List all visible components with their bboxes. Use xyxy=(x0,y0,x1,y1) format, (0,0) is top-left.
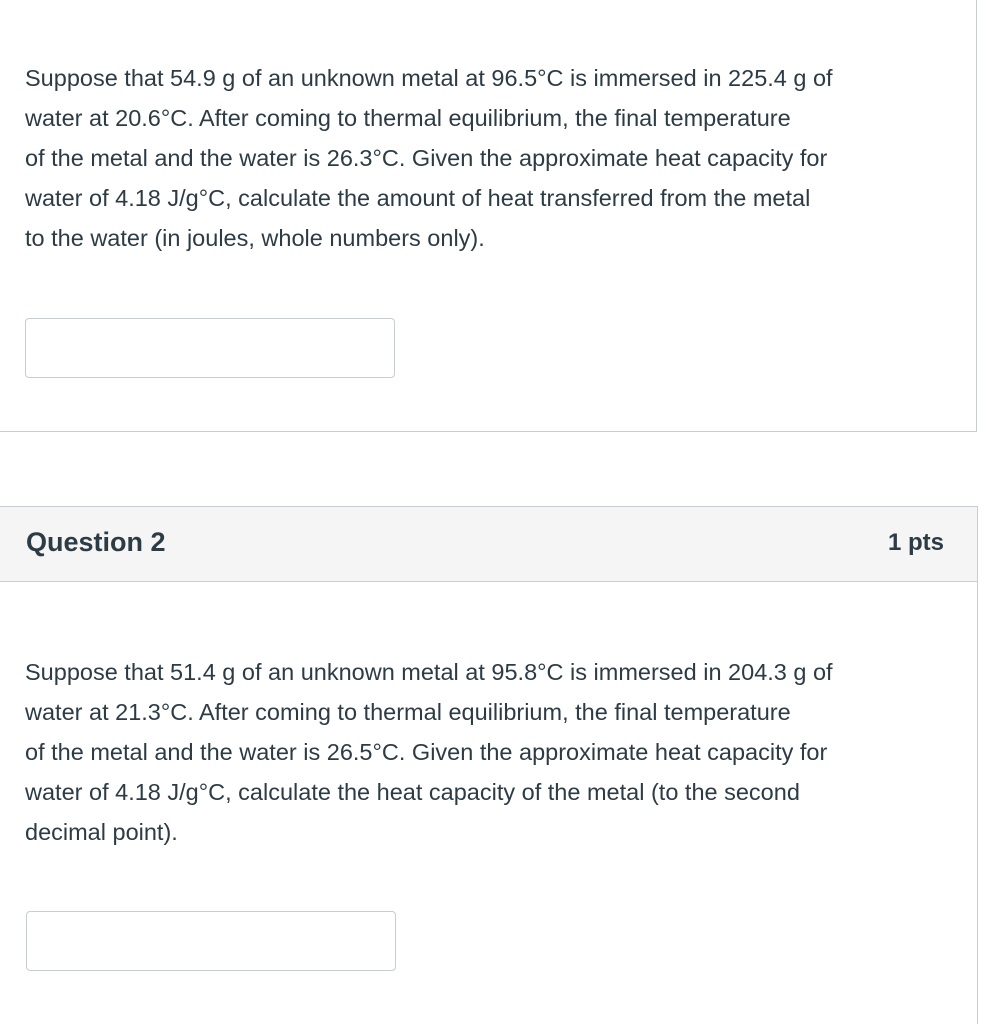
question-2-title: Question 2 xyxy=(26,527,166,557)
question-2-points: 1 pts xyxy=(887,529,944,556)
question-2-text: Suppose that 51.4 g of an unknown metal at 95.8°C is immersed in 204.3 g of water at 21.3°C. After coming to thermal equilibrium, the final temperature of the metal and the water is 26.5°C. Given the approximate heat capacity for water of 4.18 J/g°C, calculate the heat capacity of the metal (to the second decimal point). xyxy=(25,659,833,845)
question-2-header xyxy=(0,507,977,582)
question-1-card xyxy=(0,0,977,432)
question-2-answer-input[interactable] xyxy=(26,911,396,971)
question-2-card xyxy=(0,506,978,1024)
question-1-text: Suppose that 54.9 g of an unknown metal at 96.5°C is immersed in 225.4 g of water at 20.6°C. After coming to thermal equilibrium, the final temperature of the metal and the water is 26.3°C. Given the approximate heat capacity for water of 4.18 J/g°C, calculate the amount of heat transferred from the metal to the water (in joules, whole numbers only). xyxy=(25,65,833,251)
question-1-answer-input[interactable] xyxy=(25,318,395,378)
